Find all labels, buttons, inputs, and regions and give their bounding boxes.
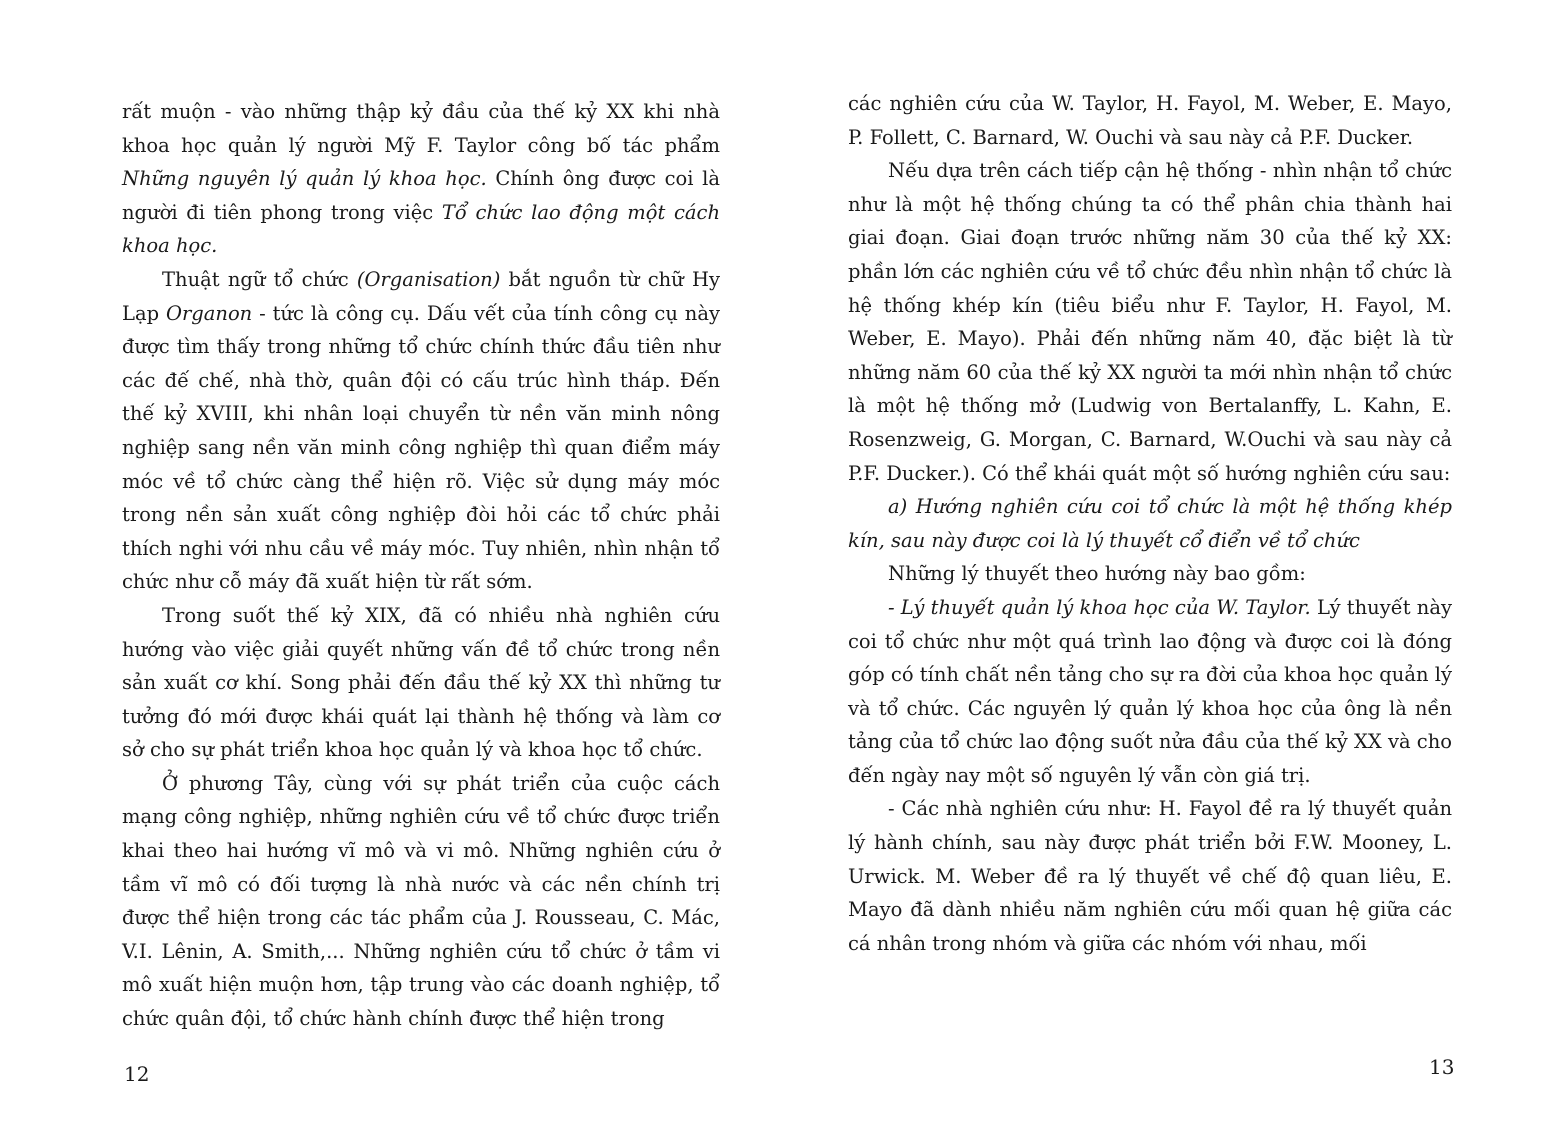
text-run: bắt nguồn từ chữ Hy Lạp	[122, 267, 720, 325]
emphasis: Tổ chức lao động một cách khoa học.	[122, 200, 720, 258]
list-item	[848, 591, 1452, 793]
text-run: - tức là công cụ. Dấu vết của tính công cụ này được tìm thấy trong những tổ chức chính thức đầu tiên như các đế chế, nhà thờ, quân đội có cấu trúc hình tháp. Đến thế kỷ XVIII, khi nhân loại chuyển từ nền văn minh nông nghiệp sang nền văn minh công nghiệp thì quan điểm máy móc về tổ chức càng thể hiện rõ. Việc sử dụng máy móc trong nền sản xuất công nghiệp đòi hỏi các tổ chức phải thích nghi với nhu cầu về máy móc. Tuy nhiên, nhìn nhận tổ chức như cỗ máy đã xuất hiện từ rất sớm.	[122, 301, 720, 594]
paragraph: Nếu dựa trên cách tiếp cận hệ thống - nhìn nhận tổ chức như là một hệ thống chúng ta có thể phân chia thành hai giai đoạn. Giai đoạn trước những năm 30 của thế kỷ XX: phần lớn các nghiên cứu về tổ chức đều nhìn nhận tổ chức là hệ thống khép kín (tiêu biểu như F. Taylor, H. Fayol, M. Weber, E. Mayo). Phải đến những năm 40, đặc biệt là từ những năm 60 của thế kỷ XX người ta mới nhìn nhận tổ chức là một hệ thống mở (Ludwig von Bertalanffy, L. Kahn, E. Rosenzweig, G. Morgan, C. Barnard, W.Ouchi và sau này cả P.F. Ducker.). Có thể khái quát một số hướng nghiên cứu sau:	[848, 159, 1452, 485]
text-run: Lý thuyết này coi tổ chức như một quá trình lao động và được coi là đóng góp có tính chất nền tảng cho sự ra đời của khoa học quản lý và tổ chức. Các nguyên lý quản lý khoa học của ông là nền tảng của tổ chức lao động suốt nửa đầu của thế kỷ XX và cho đến ngày nay một số nguyên lý vẫn còn giá trị.	[848, 595, 1453, 787]
right-page	[775, 0, 1549, 1134]
text-run: Chính ông được coi là người đi tiên phong trong việc	[122, 167, 720, 224]
emphasis: (Organisation)	[356, 267, 501, 291]
text-run: Thuật ngữ tổ chức	[162, 267, 357, 291]
paragraph	[122, 95, 720, 263]
book-title: Những nguyên lý quản lý khoa học.	[122, 167, 487, 191]
section-heading: a) Hướng nghiên cứu coi tổ chức là một hệ thống khép kín, sau này được coi là lý thuyết cổ điển về tổ chức	[848, 495, 1452, 552]
page-number: 13	[1429, 1055, 1455, 1079]
paragraph: các nghiên cứu của W. Taylor, H. Fayol, M. Weber, E. Mayo, P. Follett, C. Barnard, W. Ouchi và sau này cả P.F. Ducker.	[848, 92, 1452, 149]
paragraph: Ở phương Tây, cùng với sự phát triển của cuộc cách mạng công nghiệp, những nghiên cứu về tổ chức được triển khai theo hai hướng vĩ mô và vi mô. Những nghiên cứu ở tầm vĩ mô có đối tượng là nhà nước và các nền chính trị được thể hiện trong các tác phẩm của J. Rousseau, C. Mác, V.I. Lênin, A. Smith,... Những nghiên cứu tổ chức ở tầm vi mô xuất hiện muộn hơn, tập trung vào các doanh nghiệp, tổ chức quân đội, tổ chức hành chính được thể hiện trong	[122, 771, 720, 1031]
text-run: rất muộn - vào những thập kỷ đầu của thế kỷ XX khi nhà khoa học quản lý người Mỹ F. Taylor công bố tác phẩm	[122, 100, 720, 157]
right-page-text	[848, 87, 1452, 960]
paragraph	[122, 263, 720, 599]
list-item: - Các nhà nghiên cứu như: H. Fayol đề ra lý thuyết quản lý hành chính, sau này được phát triển bởi F.W. Mooney, L. Urwick. M. Weber đề ra lý thuyết về chế độ quan liêu, E. Mayo đã dành nhiều năm nghiên cứu mối quan hệ giữa các cá nhân trong nhóm và giữa các nhóm với nhau, mối	[848, 797, 1452, 955]
page-number: 12	[124, 1062, 150, 1086]
left-page-text	[122, 95, 720, 1036]
emphasis: Organon	[165, 301, 253, 325]
paragraph: Trong suốt thế kỷ XIX, đã có nhiều nhà nghiên cứu hướng vào việc giải quyết những vấn đề tổ chức trong nền sản xuất cơ khí. Song phải đến đầu thế kỷ XX thì những tư tưởng đó mới được khái quát lại thành hệ thống và làm cơ sở cho sự phát triển khoa học quản lý và khoa học tổ chức.	[122, 603, 720, 762]
emphasis: - Lý thuyết quản lý khoa học của W. Taylor.	[888, 595, 1311, 619]
paragraph: Những lý thuyết theo hướng này bao gồm:	[888, 562, 1306, 586]
